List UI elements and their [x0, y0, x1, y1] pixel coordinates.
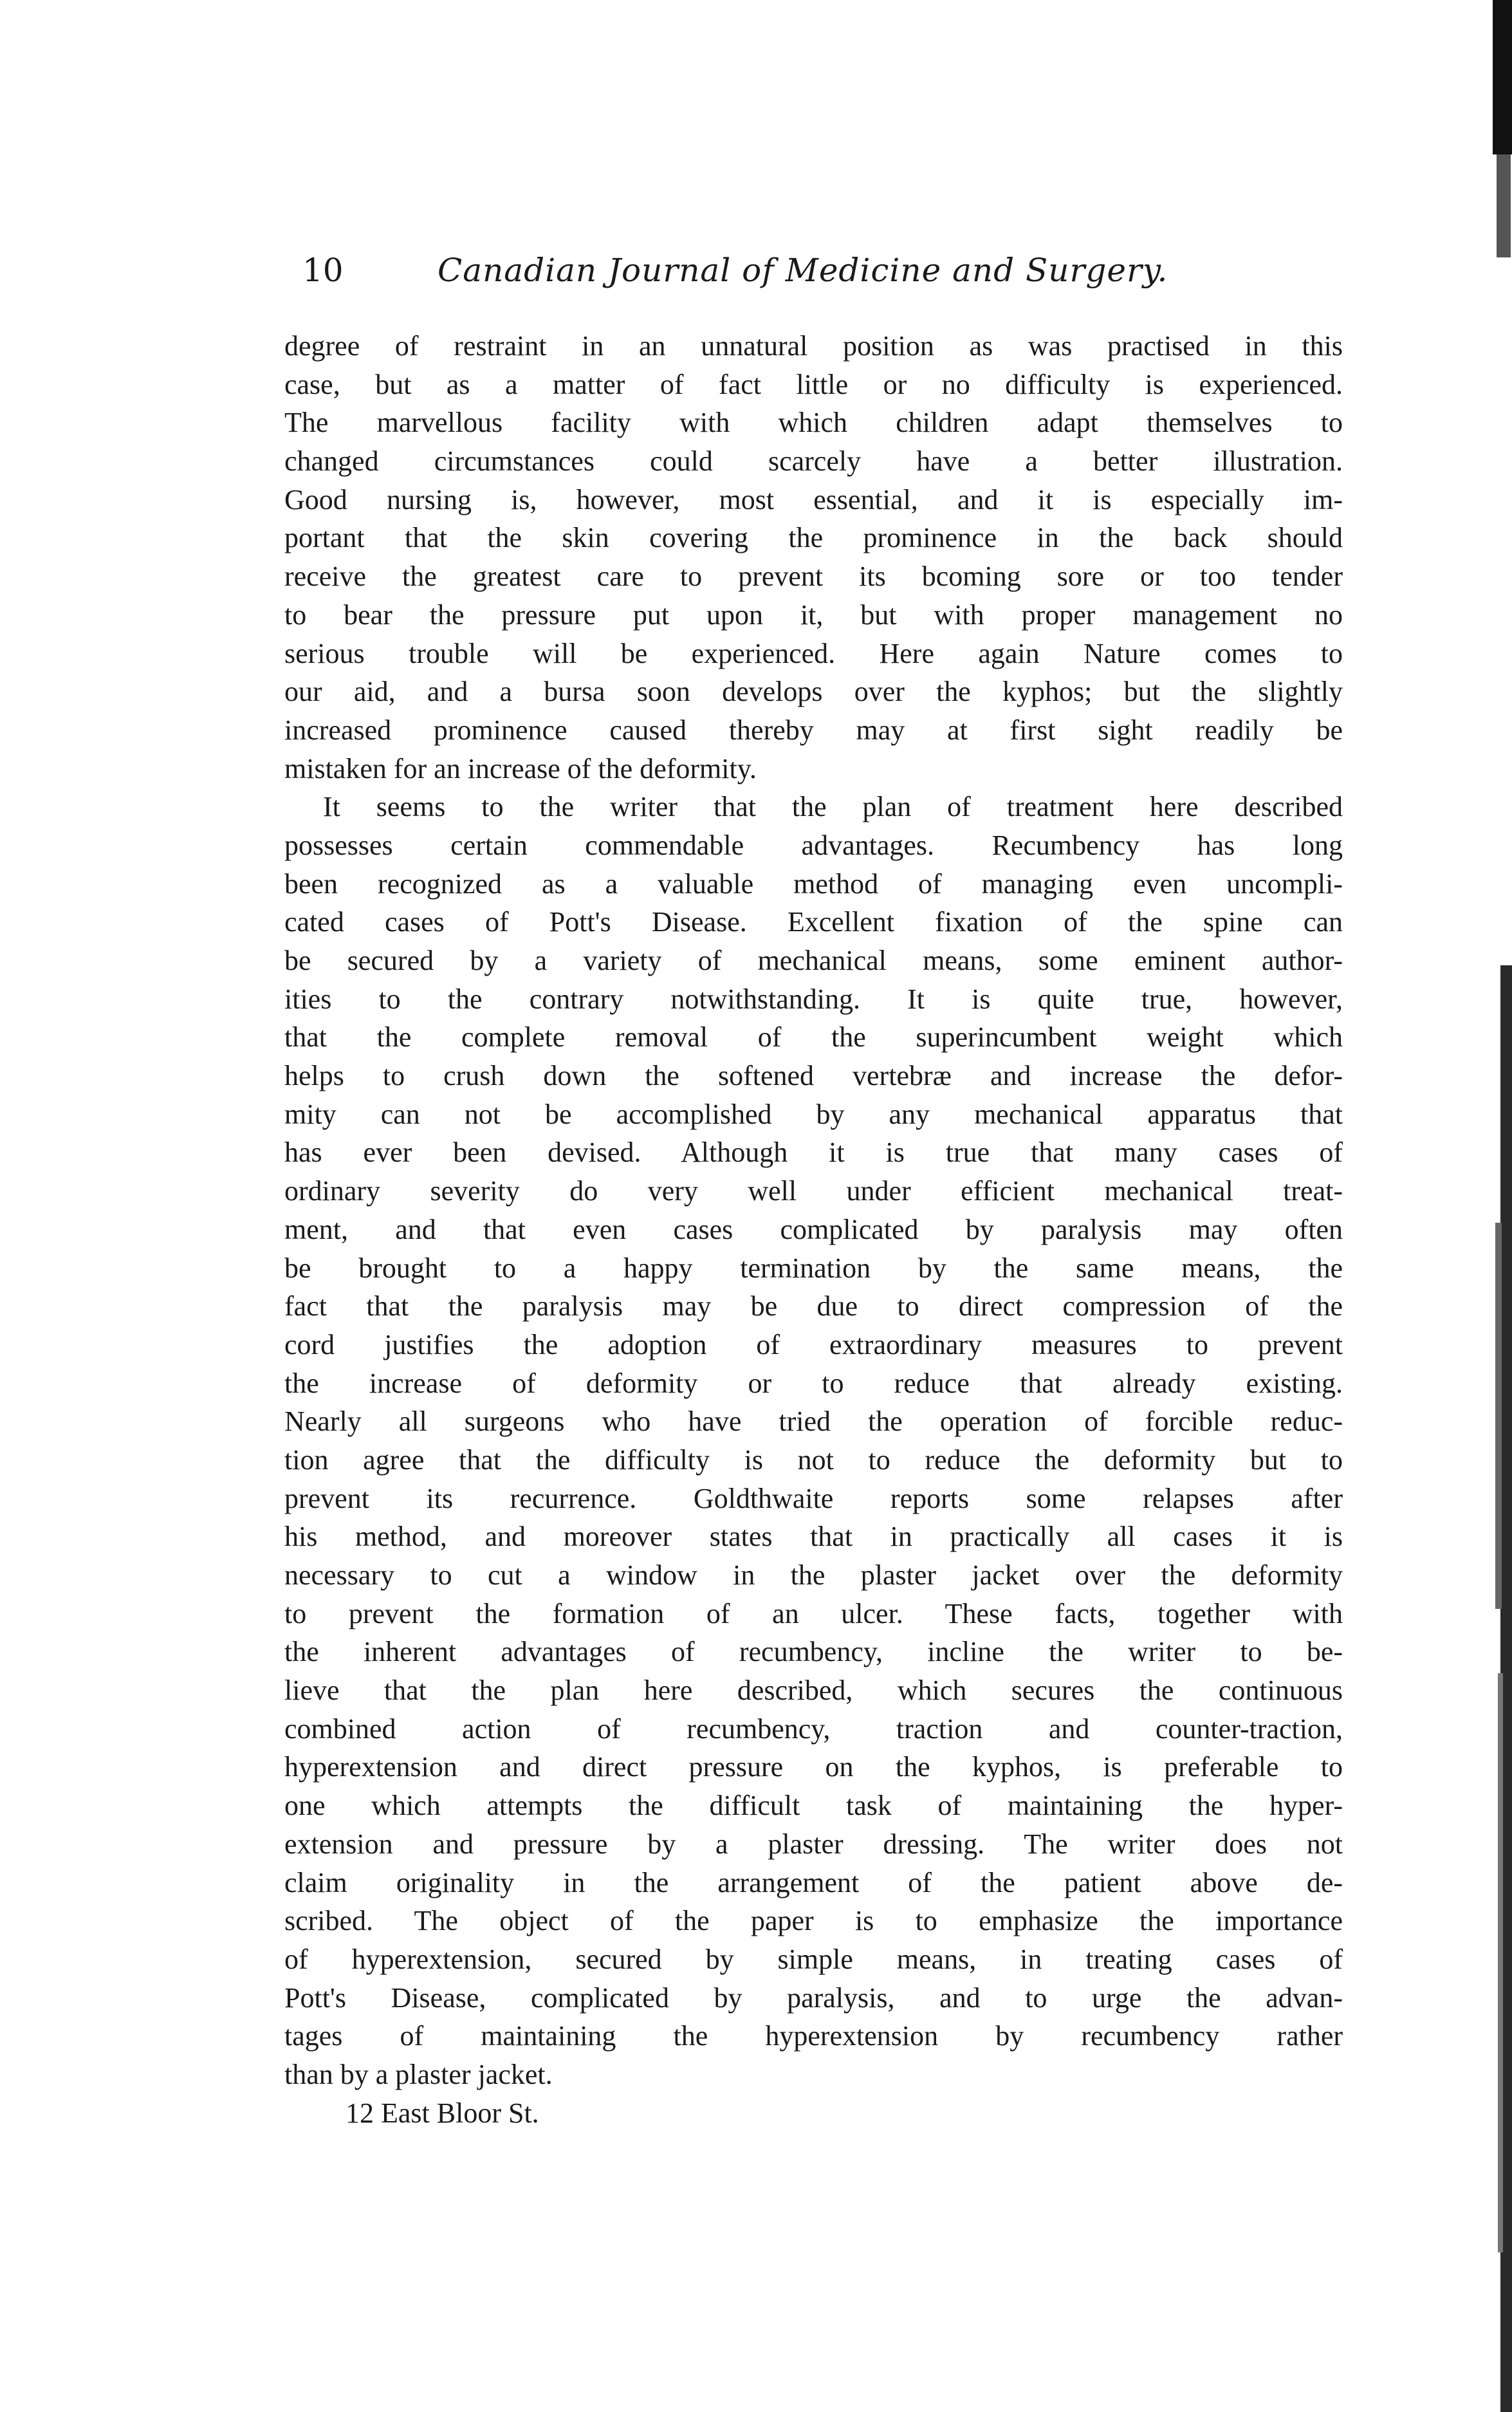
text-line: It seems to the writer that the plan of treatment here described: [323, 791, 1343, 823]
page-number: 10: [302, 252, 344, 289]
text-line: be secured by a variety of mechanical means, some eminent author-: [284, 945, 1343, 976]
text-line: extension and pressure by a plaster dressing. The writer does not: [284, 1828, 1343, 1860]
text-line: has ever been devised. Although it is true that many cases of: [284, 1136, 1343, 1169]
text-line: our aid, and a bursa soon develops over the kyphos; but the slightly: [284, 676, 1343, 708]
text-line: Good nursing is, however, most essential, and it is especially im-: [284, 483, 1343, 515]
text-line: degree of restraint in an unnatural position as was practised in this: [284, 330, 1343, 362]
text-line: than by a plaster jacket.: [284, 2058, 553, 2090]
text-line: his method, and moreover states that in practically all cases it is: [284, 1521, 1343, 1553]
text-line: possesses certain commendable advantages. Recumbency has long: [284, 829, 1343, 861]
text-line: ment, and that even cases complicated by paralysis may often: [284, 1213, 1343, 1245]
text-line: receive the greatest care to prevent its bcoming sore or too tender: [284, 561, 1343, 593]
text-line: been recognized as a valuable method of managing even uncompli-: [284, 867, 1343, 900]
text-line: portant that the skin covering the prominence in the back should: [284, 522, 1343, 554]
journal-title: Canadian Journal of Medicine and Surgery.: [438, 252, 1168, 289]
text-line: The marvellous facility with which children adapt themselves to: [284, 407, 1343, 439]
text-line: ities to the contrary notwithstanding. It is quite true, however,: [284, 983, 1343, 1015]
paragraph-1: [284, 327, 1343, 788]
text-line: to prevent the formation of an ulcer. These facts, together with: [284, 1597, 1343, 1629]
text-line: Pott's Disease, complicated by paralysis, and to urge the advan-: [284, 1981, 1343, 2014]
text-line: serious trouble will be experienced. Here again Nature comes to: [284, 637, 1343, 669]
text-line: increased prominence caused thereby may at first sight readily be: [284, 714, 1343, 746]
text-line: scribed. The object of the paper is to emphasize the importance: [284, 1905, 1343, 1937]
text-line: Nearly all surgeons who have tried the operation of forcible reduc-: [284, 1405, 1343, 1438]
text-line: fact that the paralysis may be due to direct compression of the: [284, 1290, 1343, 1322]
text-line: helps to crush down the softened vertebræ and increase the defor-: [284, 1060, 1343, 1092]
text-line: prevent its recurrence. Goldthwaite reports some relapses after: [284, 1482, 1343, 1514]
text-line: case, but as a matter of fact little or no difficulty is experienced.: [284, 368, 1343, 400]
text-line: tion agree that the difficulty is not to reduce the deformity but to: [284, 1443, 1343, 1476]
text-line: lieve that the plan here described, which secures the continuous: [284, 1674, 1343, 1707]
text-line: mistaken for an increase of the deformity.: [284, 752, 757, 784]
running-head: [302, 248, 1345, 293]
text-line: necessary to cut a window in the plaster jacket over the deformity: [284, 1559, 1343, 1591]
text-line: ordinary severity do very well under efficient mechanical treat-: [284, 1175, 1343, 1207]
text-line: combined action of recumbency, traction and counter-traction,: [284, 1712, 1343, 1745]
text-line: hyperextension and direct pressure on the kyphos, is preferable to: [284, 1751, 1343, 1783]
text-line: cated cases of Pott's Disease. Excellent fixation of the spine can: [284, 906, 1343, 938]
scanned-binding-edge: [1467, 0, 1512, 2412]
paragraph-2: [284, 788, 1343, 2093]
text-line: tages of maintaining the hyperextension by recumbency rather: [284, 2020, 1343, 2052]
text-line: the increase of deformity or to reduce that already existing.: [284, 1367, 1343, 1399]
text-line: mity can not be accomplished by any mechanical apparatus that: [284, 1098, 1343, 1130]
text-line: be brought to a happy termination by the same means, the: [284, 1252, 1343, 1284]
text-line: cord justifies the adoption of extraordinary measures to prevent: [284, 1328, 1343, 1360]
author-address: 12 East Bloor St.: [346, 2097, 539, 2129]
article-body: [284, 327, 1343, 2132]
text-line: to bear the pressure put upon it, but with proper management no: [284, 598, 1343, 631]
text-line: the inherent advantages of recumbency, incline the writer to be-: [284, 1636, 1343, 1668]
text-line: changed circumstances could scarcely have a better illustration.: [284, 445, 1343, 478]
text-line: one which attempts the difficult task of maintaining the hyper-: [284, 1790, 1343, 1822]
text-line: that the complete removal of the superincumbent weight which: [284, 1021, 1343, 1053]
text-line: claim originality in the arrangement of the patient above de-: [284, 1866, 1343, 1898]
text-line: of hyperextension, secured by simple means, in treating cases of: [284, 1943, 1343, 1975]
